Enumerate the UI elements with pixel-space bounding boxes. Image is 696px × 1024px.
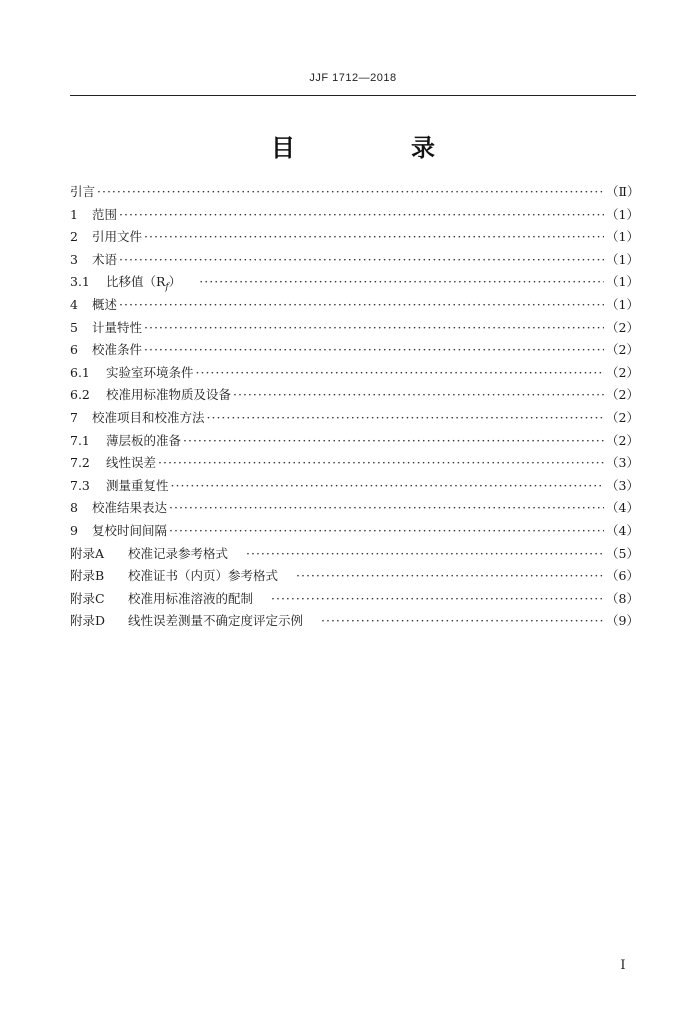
toc-entry-number: 1 xyxy=(70,206,78,222)
toc-entry[interactable] xyxy=(70,588,639,611)
toc-dot-leader xyxy=(119,204,604,227)
toc-entry-page: （2） xyxy=(606,387,639,403)
toc-entry-title: 校准用标准溶液的配制 xyxy=(128,590,254,606)
toc-entry-title: 校准用标准物质及设备 xyxy=(106,387,232,403)
toc-entry-number: 附录D xyxy=(70,613,106,629)
toc-entry-page: （8） xyxy=(606,590,639,606)
toc-entry[interactable] xyxy=(70,497,639,520)
toc-entry-number: 5 xyxy=(70,319,78,335)
document-code-header: JJF 1712—2018 xyxy=(309,72,397,84)
toc-entry-page: （1） xyxy=(606,251,639,267)
header-rule xyxy=(70,95,636,96)
toc-entry-number: 3 xyxy=(70,251,78,267)
toc-entry[interactable] xyxy=(70,362,639,385)
toc-dot-leader xyxy=(199,271,604,294)
toc-entry-title: 实验室环境条件 xyxy=(106,364,194,380)
toc-entry[interactable] xyxy=(70,226,639,249)
toc-entry-page: （5） xyxy=(606,545,639,561)
toc-entry-page: （2） xyxy=(606,409,639,425)
toc-entry[interactable] xyxy=(70,339,639,362)
toc-entry[interactable] xyxy=(70,610,639,633)
toc-entry-page: （6） xyxy=(606,568,639,584)
toc-entry-title: 校准记录参考格式 xyxy=(128,545,229,561)
toc-dot-leader xyxy=(183,430,604,453)
toc-dot-leader xyxy=(271,588,604,611)
toc-entry-title: 比移值$(R_f)$ xyxy=(106,274,182,293)
toc-dot-leader xyxy=(196,362,604,385)
toc-entry-title: 薄层板的准备 xyxy=(106,432,182,448)
toc-dot-leader xyxy=(119,294,604,317)
toc-entry[interactable] xyxy=(70,565,639,588)
toc-entry[interactable] xyxy=(70,407,639,430)
toc-entry-page: （Ⅱ） xyxy=(606,184,640,199)
toc-entry-title: 校准结果表达 xyxy=(92,500,168,516)
toc-entry-title: 概述 xyxy=(92,296,118,312)
toc-entry-page: （2） xyxy=(606,364,639,380)
toc-dot-leader xyxy=(246,543,604,566)
toc-entry[interactable] xyxy=(70,204,639,227)
toc-entry-title: 线性误差 xyxy=(106,455,157,471)
toc-dot-leader xyxy=(207,407,604,430)
toc-entry-number: 7 xyxy=(70,409,78,425)
toc-entry-page: （1） xyxy=(606,274,639,290)
toc-entry[interactable] xyxy=(70,271,639,294)
toc-entry[interactable] xyxy=(70,543,639,566)
toc-entry-title: 校准项目和校准方法 xyxy=(92,409,205,425)
toc-entry-number: 附录A xyxy=(70,545,105,561)
toc-entry-title: 计量特性 xyxy=(92,319,143,335)
toc-entry-number: 附录B xyxy=(70,568,105,584)
toc-entry-number: 7.2 xyxy=(70,455,90,471)
toc-entry-number: 9 xyxy=(70,522,78,538)
toc-entry-number: 8 xyxy=(70,500,78,516)
toc-entry-page: （1） xyxy=(606,229,639,245)
toc-entry-page: （3） xyxy=(606,477,639,493)
toc-entry-title: 测量重复性 xyxy=(106,477,169,493)
toc-entry-page: （3） xyxy=(606,455,639,471)
toc-entry-page: （2） xyxy=(606,432,639,448)
toc-entry-page: （2） xyxy=(606,342,639,358)
toc-entry-number: 7.1 xyxy=(70,432,90,448)
toc-entry[interactable] xyxy=(70,294,639,317)
toc-entry-number: 3.1 xyxy=(70,274,90,290)
toc-entry-page: （4） xyxy=(606,522,639,538)
toc-dot-leader xyxy=(144,339,604,362)
toc-title: 目 录 xyxy=(271,133,481,162)
toc-entry[interactable] xyxy=(70,475,639,498)
toc-entry-title: 范围 xyxy=(92,206,118,222)
toc-dot-leader xyxy=(171,475,604,498)
toc-entry-title: 引言 xyxy=(70,184,96,199)
toc-entry[interactable] xyxy=(70,249,639,272)
toc-dot-leader xyxy=(158,452,604,475)
toc-entry-title: 复校时间间隔 xyxy=(92,522,168,538)
toc-entry-number: 6.2 xyxy=(70,387,90,403)
toc-entry-title: 引用文件 xyxy=(92,229,143,245)
table-of-contents xyxy=(70,181,640,633)
toc-dot-leader xyxy=(144,317,604,340)
toc-entry[interactable] xyxy=(70,317,639,340)
toc-entry-number: 7.3 xyxy=(70,477,90,493)
toc-entry-page: （1） xyxy=(606,296,639,312)
toc-entry[interactable] xyxy=(70,430,639,453)
toc-entry-page: （1） xyxy=(606,206,639,222)
toc-dot-leader xyxy=(169,497,604,520)
toc-entry[interactable] xyxy=(70,384,639,407)
toc-entry-number: 4 xyxy=(70,296,78,312)
toc-entry-number: 附录C xyxy=(70,590,105,606)
toc-entry[interactable] xyxy=(70,520,639,543)
toc-dot-leader xyxy=(233,384,604,407)
toc-dot-leader xyxy=(321,610,604,633)
toc-dot-leader xyxy=(144,226,604,249)
toc-dot-leader xyxy=(169,520,604,543)
toc-entry-page: （2） xyxy=(606,319,639,335)
toc-entry-page: （4） xyxy=(606,500,639,516)
toc-dot-leader xyxy=(97,181,604,204)
toc-entry-page: （9） xyxy=(606,613,639,629)
page-number: Ⅰ xyxy=(620,958,626,973)
toc-entry[interactable] xyxy=(70,181,640,204)
toc-entry-number: 2 xyxy=(70,229,78,245)
toc-entry-title: 校准证书（内页）参考格式 xyxy=(128,568,279,584)
toc-entry-number: 6.1 xyxy=(70,364,90,380)
toc-entry-title: 术语 xyxy=(92,251,118,267)
toc-entry[interactable] xyxy=(70,452,639,475)
toc-dot-leader xyxy=(296,565,604,588)
toc-entry-title: 校准条件 xyxy=(92,342,143,358)
toc-dot-leader xyxy=(119,249,604,272)
toc-entry-number: 6 xyxy=(70,342,78,358)
toc-entry-title: 线性误差测量不确定度评定示例 xyxy=(128,613,304,629)
